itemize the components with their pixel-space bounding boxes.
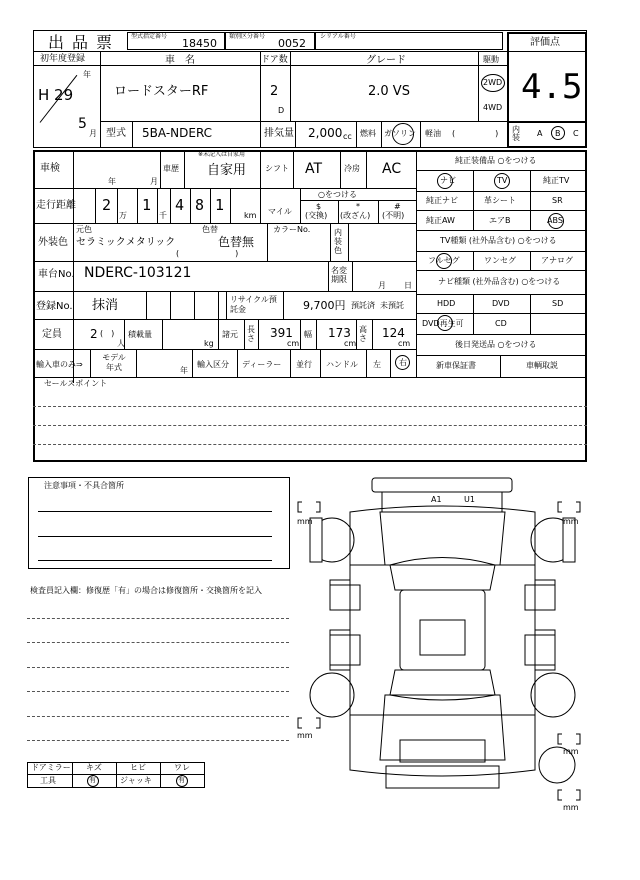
navi-hdd: HDD <box>437 299 456 308</box>
name-change-day: 日 <box>404 281 412 290</box>
fuel-diesel: 軽油 <box>425 129 441 138</box>
repaint-value: 色替無 <box>218 235 255 249</box>
mm-front-right: mm <box>563 517 579 526</box>
height-value: 124 <box>382 326 405 340</box>
load-unit: kg <box>204 339 214 348</box>
class-no-value: 0052 <box>278 37 306 50</box>
class-no-label: 類別区分番号 <box>229 33 266 40</box>
legend-mirror: ドアミラー <box>31 763 71 772</box>
tv-fullseg: フルセグ <box>428 256 460 265</box>
exchange-symbol: $ <box>316 202 322 211</box>
mm-rear-right: mm <box>563 747 579 756</box>
length-label: 長さ <box>247 325 255 343</box>
mileage-digit-3: 4 <box>175 196 185 214</box>
int-color-label: 内装色 <box>334 228 342 255</box>
door-unit: D <box>278 106 285 115</box>
type-no-label: 型式指定番号 <box>131 33 168 40</box>
reg-no-label: 登録No. <box>36 301 73 312</box>
eq-genuine-tv: 純正TV <box>543 176 570 185</box>
handle-label: ハンドル <box>326 360 358 369</box>
mileage-digit-5: 1 <box>215 196 225 214</box>
mm-front-left: mm <box>297 517 313 526</box>
exchange-option: (交換) <box>305 211 328 220</box>
ac-label: 冷房 <box>344 164 360 173</box>
reg-month-unit: 月 <box>89 129 97 138</box>
door-count: 2 <box>270 84 279 99</box>
history-note: ※未記入は自家用 <box>198 151 246 158</box>
height-label: 高さ <box>359 325 367 343</box>
model-year-unit: 年 <box>180 366 188 375</box>
recycle-unpaid: 未預託 <box>380 301 404 310</box>
mileage-km: km <box>244 211 257 220</box>
legend-crack: ヒビ <box>130 763 146 772</box>
tv-analog: アナログ <box>541 256 573 265</box>
tamper-symbol: * <box>356 202 360 211</box>
shaken-month-unit: 月 <box>150 177 158 186</box>
reg-era: H 29 <box>38 86 74 104</box>
tv-title: TV種類 (社外品含む) ○をつける <box>440 236 557 245</box>
history-value: 自家用 <box>207 163 247 178</box>
width-label: 幅 <box>304 330 312 339</box>
form-title: 出品票 <box>48 33 121 52</box>
interior-label: 内装 <box>512 125 520 142</box>
legend-tools-have: 有 <box>89 776 96 784</box>
inspector-label: 検査員記入欄：修復歴「有」の場合は修復箇所・交換箇所を記入 <box>30 586 262 595</box>
reg-year-unit: 年 <box>83 70 91 79</box>
interior-c: C <box>573 129 579 138</box>
door-label: ドア数 <box>261 55 288 65</box>
eq-abs: ABS <box>547 216 563 225</box>
mileage-digit-1: 2 <box>102 196 112 214</box>
tv-oneseg: ワンセグ <box>484 256 516 265</box>
reg-no-value: 抹消 <box>92 298 119 313</box>
load-label: 積載量 <box>128 330 152 339</box>
eq-leather: 革シート <box>484 196 516 205</box>
mm-rear-left: mm <box>297 731 313 740</box>
car-name-label: 車 名 <box>165 55 195 66</box>
orig-color-label: 元色 <box>76 225 92 234</box>
drive-label: 駆動 <box>483 55 499 64</box>
eq-nav: ナビ <box>440 176 456 185</box>
car-damage-diagram <box>290 470 595 815</box>
navi-title: ナビ種類 (社外品含む) ○をつける <box>438 277 561 286</box>
eq-tv: TV <box>497 176 508 185</box>
legend-jack: ジャッキ <box>120 776 152 785</box>
capacity-value: 2 <box>90 327 98 341</box>
shift-label: シフト <box>265 164 289 173</box>
mile-option: マイル <box>268 207 292 216</box>
car-name: ロードスターRF <box>114 84 209 99</box>
ext-color-label: 外装色 <box>38 237 68 248</box>
model-year-label: モデル年式 <box>102 353 126 372</box>
legend-scratch: キズ <box>86 763 102 772</box>
mileage-label: 走行距離 <box>36 200 76 211</box>
legend-jack-have: 有 <box>178 776 185 784</box>
displacement-value: 2,000 <box>308 126 343 140</box>
interior-a: A <box>537 129 543 138</box>
legend-tools: 工具 <box>40 776 56 785</box>
name-change-label: 名変期限 <box>331 266 347 284</box>
capacity-paren: ( ) <box>100 329 115 338</box>
chassis-label: 車台No. <box>38 269 75 280</box>
shift-value: AT <box>305 161 323 177</box>
type-no-value: 18450 <box>182 37 217 50</box>
ac-value: AC <box>382 161 402 177</box>
dealer-option: ディーラー <box>242 360 282 369</box>
height-unit: cm <box>398 339 411 348</box>
reg-month: 5 <box>78 116 87 132</box>
capacity-unit: 人 <box>117 339 125 348</box>
later-title: 後日発送品 ○をつける <box>455 340 537 349</box>
length-value: 391 <box>270 326 293 340</box>
serial-label: シリアル番号 <box>320 33 356 40</box>
legend-break: ワレ <box>174 763 190 772</box>
repaint-paren: ( ) <box>176 249 239 258</box>
color-no-label: カラーNo. <box>273 225 311 234</box>
import-class-label: 輸入区分 <box>197 360 229 369</box>
fuel-other: ( ) <box>452 129 499 138</box>
model-value: 5BA-NDERC <box>142 126 213 140</box>
recycle-value: 9,700円 <box>303 299 346 312</box>
navi-dvd-play: DVD再生可 <box>422 319 464 328</box>
drive-4wd: 4WD <box>483 103 503 112</box>
mileage-digit-4: 8 <box>195 196 205 214</box>
diagram-u1: U1 <box>464 495 475 504</box>
mileage-digit-2: 1 <box>142 196 152 214</box>
width-value: 173 <box>328 326 351 340</box>
grade-label: グレード <box>366 55 406 66</box>
displacement-unit: cc <box>343 132 352 141</box>
mileage-sen: 千 <box>159 211 167 220</box>
notes-label: 注意事項・不具合箇所 <box>44 481 124 490</box>
tamper-option: (改ざん) <box>340 211 371 220</box>
genuine-title: 純正装備品 ○をつける <box>455 156 537 165</box>
reg-label: 初年度登録 <box>40 54 86 64</box>
chassis-value: NDERC-103121 <box>84 265 192 281</box>
eq-genuine-nav: 純正ナビ <box>426 196 458 205</box>
grade-value: 2.0 VS <box>368 84 410 99</box>
shaken-year-unit: 年 <box>108 177 116 186</box>
eq-sr: SR <box>552 196 563 205</box>
name-change-month: 月 <box>378 281 386 290</box>
sales-point-label: セールスポイント <box>44 379 108 388</box>
handle-right: 右 <box>399 358 407 367</box>
import-label: 輸入車のみ⇒ <box>36 360 83 369</box>
unknown-symbol: # <box>394 202 401 211</box>
navi-cd: CD <box>495 319 507 328</box>
shaken-label: 車検 <box>40 163 60 174</box>
orig-color-value: セラミックメタリック <box>76 237 176 248</box>
drive-2wd: 2WD <box>483 78 503 87</box>
width-unit: cm <box>344 339 357 348</box>
fuel-gas: ガソリン <box>384 129 416 138</box>
history-label: 車歴 <box>163 164 179 173</box>
handle-left: 左 <box>373 360 381 369</box>
notes-box <box>28 477 290 569</box>
dims-label: 諸元 <box>222 330 238 339</box>
score-label: 評価点 <box>530 37 560 48</box>
displacement-label: 排気量 <box>264 128 294 139</box>
later-manual: 車輌取説 <box>526 361 558 370</box>
navi-sd: SD <box>552 299 564 308</box>
later-warranty: 新車保証書 <box>436 361 476 370</box>
mm-spare: mm <box>563 803 579 812</box>
repaint-label: 色替 <box>202 225 218 234</box>
recycle-paid: 預託済 <box>351 301 375 310</box>
navi-dvd: DVD <box>492 299 510 308</box>
score-value: 4.5 <box>521 67 583 107</box>
mileage-circle-note: ○をつける <box>318 190 357 199</box>
model-label: 型式 <box>106 128 126 139</box>
recycle-label: リサイクル預託金 <box>230 295 277 314</box>
capacity-label: 定員 <box>42 329 62 340</box>
eq-genuine-aw: 純正AW <box>426 216 455 225</box>
eq-airbag: エアB <box>489 216 511 225</box>
unknown-option: (不明) <box>382 211 405 220</box>
mileage-man: 万 <box>119 211 127 220</box>
parallel-option: 並行 <box>296 360 312 369</box>
length-unit: cm <box>287 339 300 348</box>
interior-b: B <box>555 129 561 138</box>
diagram-a1: A1 <box>431 495 442 504</box>
fuel-label: 燃料 <box>360 129 376 138</box>
